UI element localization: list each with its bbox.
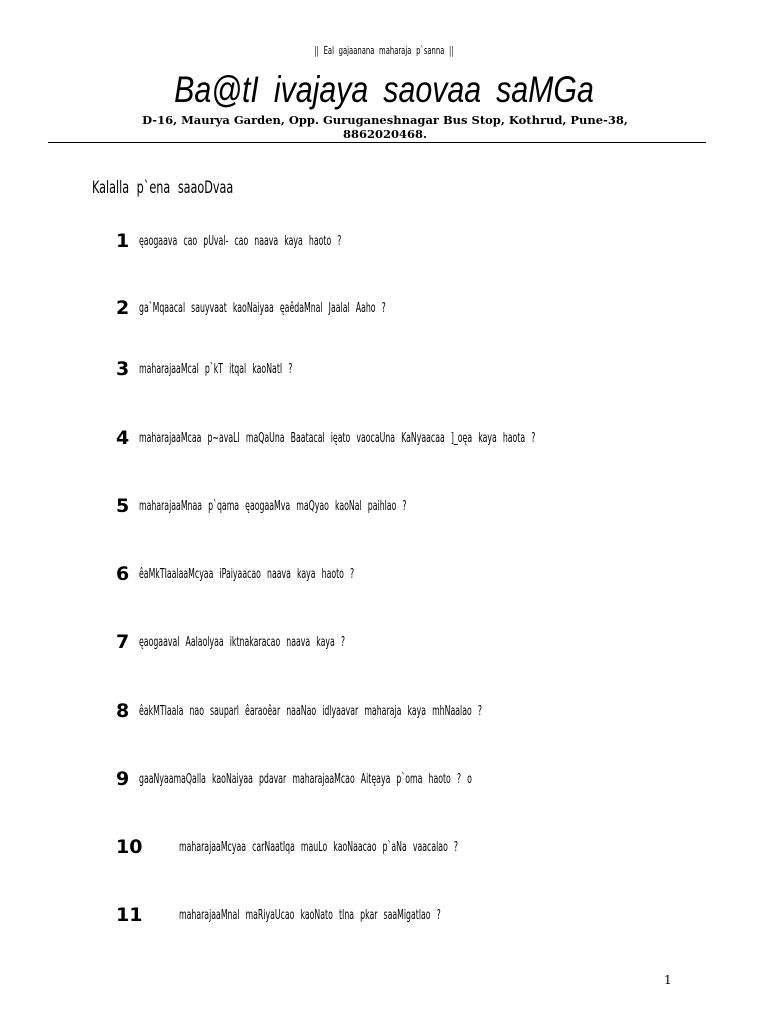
question-number: 11 (116, 904, 143, 926)
question-item (0, 630, 768, 658)
question-item (0, 767, 768, 795)
question-number: 1 (116, 230, 130, 252)
question-text: ęaogaaval Aalaolyaa iktnakaracao naava kaya ? (139, 635, 346, 650)
question-item (0, 494, 768, 522)
question-text: êakMTIaala nao sauparl êaraoêar naaNao idlyaavar maharaja kaya mhNaalao ? (139, 704, 482, 719)
address-line: D-16, Maurya Garden, Opp. Guruganeshnagar Bus Stop, Kothrud, Pune-38, (142, 113, 628, 127)
question-number: 9 (116, 768, 130, 790)
question-text: maharajaaMnaa p`qama ęaogaaMva maQyao kaoNal paihlao ? (139, 499, 407, 514)
question-text: ga`Mqaacal sauyvaat kaoNaiyaa ęaêdaMnal Jaalal Aaho ? (139, 301, 386, 316)
address-block (140, 113, 630, 141)
question-item (0, 426, 768, 454)
question-number: 2 (116, 297, 130, 319)
header-divider (48, 142, 706, 143)
question-number: 7 (116, 631, 130, 653)
question-text: maharajaaMcaa p~avaLI maQaUna Baatacal ięato vaocaUna KaNyaacaa ]_oęa kaya haota ? (139, 431, 536, 446)
question-text: êaMkTIaalaaMcyaa iPaiyaacao naava kaya haoto ? (139, 567, 355, 582)
question-item (0, 562, 768, 590)
question-item (0, 296, 768, 324)
question-text: ęaogaava cao pUval- cao naava kaya haoto ? (139, 234, 342, 249)
page-number: 1 (664, 973, 672, 987)
organization-title: Ba@tI ivajaya saovaa saMGa (174, 69, 594, 110)
question-number: 8 (116, 700, 130, 722)
question-number: 10 (116, 836, 143, 858)
question-number: 6 (116, 563, 130, 585)
question-item (0, 229, 768, 257)
question-item (0, 357, 768, 385)
question-number: 3 (116, 358, 130, 380)
section-title: Kalalla p`ena saaoDvaa (92, 178, 234, 198)
question-text: gaaNyaamaQalla kaoNaiyaa pdavar maharajaaMcao Aitęaya p`oma haoto ? o (139, 772, 472, 787)
question-number: 4 (116, 427, 130, 449)
question-item (0, 699, 768, 727)
question-text: maharajaaMcal p`kT itqal kaoNatI ? (139, 362, 293, 377)
phone-line: 8862020468. (342, 127, 428, 141)
question-text: maharajaaMcyaa carNaatIqa mauLo kaoNaacao p`aNa vaacalao ? (179, 840, 459, 855)
question-number: 5 (116, 495, 130, 517)
invocation-line: || Eal gajaanana maharaja p`sanna || (314, 44, 454, 57)
question-item (0, 903, 768, 931)
question-text: maharajaaMnal maRiyaUcao kaoNato tIna pkar saaMigatlao ? (179, 908, 441, 923)
question-item (0, 835, 768, 863)
